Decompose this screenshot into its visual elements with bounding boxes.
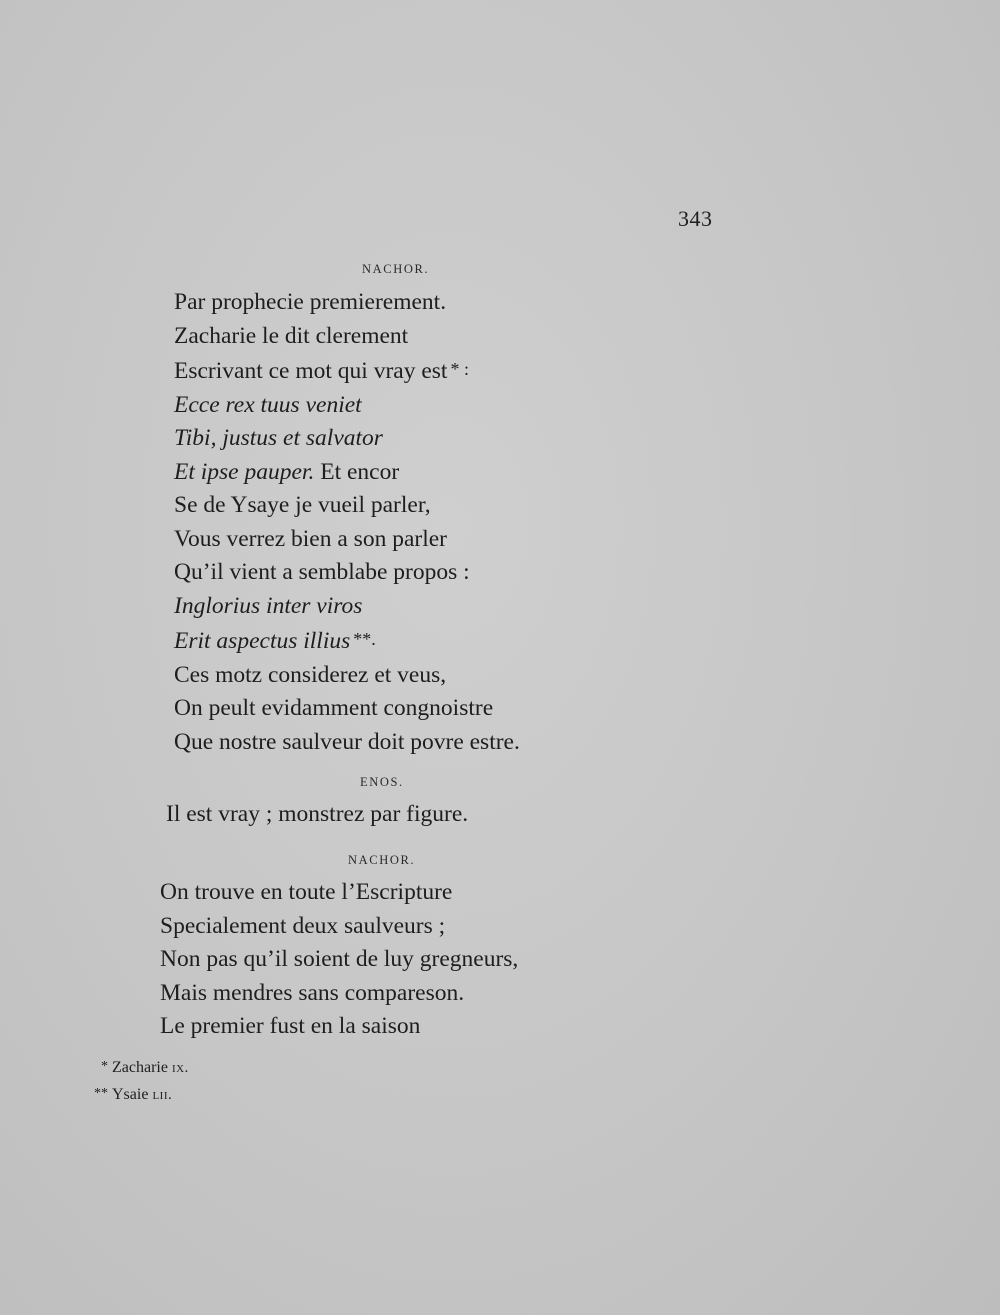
verse-line: On peult evidamment congnoistre xyxy=(174,695,494,721)
verse-line-latin: Inglorius inter viros xyxy=(174,592,363,619)
verse-line: Ces motz considerez et veus, xyxy=(174,661,447,688)
verse-line: Vous verrez bien a son parler xyxy=(174,525,447,552)
verse-line-latin: Erit aspectus illius **. xyxy=(174,628,376,654)
footnote-reference: **. xyxy=(353,629,376,649)
footnote-reference: * : xyxy=(450,359,469,379)
speech-block xyxy=(160,876,518,1044)
verse-line-mixed: Et ipse pauper. Et encor xyxy=(174,458,400,485)
verse-line: Il est vray ; monstrez par figure. xyxy=(166,801,469,827)
verse-line: Mais mendres sans compareson. xyxy=(160,979,465,1006)
footnote-chapter: ix. xyxy=(171,1060,189,1076)
verse-line-latin: Ecce rex tuus veniet xyxy=(174,391,362,418)
footnote xyxy=(84,1081,189,1108)
verse-line: Qu’il vient a semblabe propos : xyxy=(174,559,470,585)
speech-block xyxy=(174,286,520,759)
footnote-source: Ysaie xyxy=(112,1086,149,1103)
footnote-chapter: lii. xyxy=(152,1087,173,1103)
verse-line: Zacharie le dit clerement xyxy=(174,322,409,349)
speech-block xyxy=(166,798,468,832)
footnote xyxy=(84,1054,189,1081)
footnote-mark: ** xyxy=(94,1086,108,1101)
verse-line: Escrivant ce mot qui vray est * : xyxy=(174,358,469,384)
footnote-mark: * xyxy=(101,1059,108,1074)
speaker-name: NACHOR. xyxy=(348,853,416,867)
verse-line: Par prophecie premierement. xyxy=(174,289,447,315)
verse-line: Que nostre saulveur doit povre estre. xyxy=(174,728,520,755)
speaker-name: ENOS. xyxy=(360,775,404,789)
verse-line: Non pas qu’il soient de luy gregneurs, xyxy=(160,946,519,972)
verse-line: On trouve en toute l’Escripture xyxy=(160,879,453,905)
verse-line: Le premier fust en la saison xyxy=(160,1013,421,1039)
page-number: 343 xyxy=(678,206,713,231)
speaker-name: NACHOR. xyxy=(362,262,430,276)
verse-line: Se de Ysaye je vueil parler, xyxy=(174,492,431,518)
footnote-source: Zacharie xyxy=(112,1059,168,1076)
verse-line: Specialement deux saulveurs ; xyxy=(160,912,446,939)
footnotes xyxy=(84,1054,189,1108)
verse-line-latin: Tibi, justus et salvator xyxy=(174,425,383,451)
